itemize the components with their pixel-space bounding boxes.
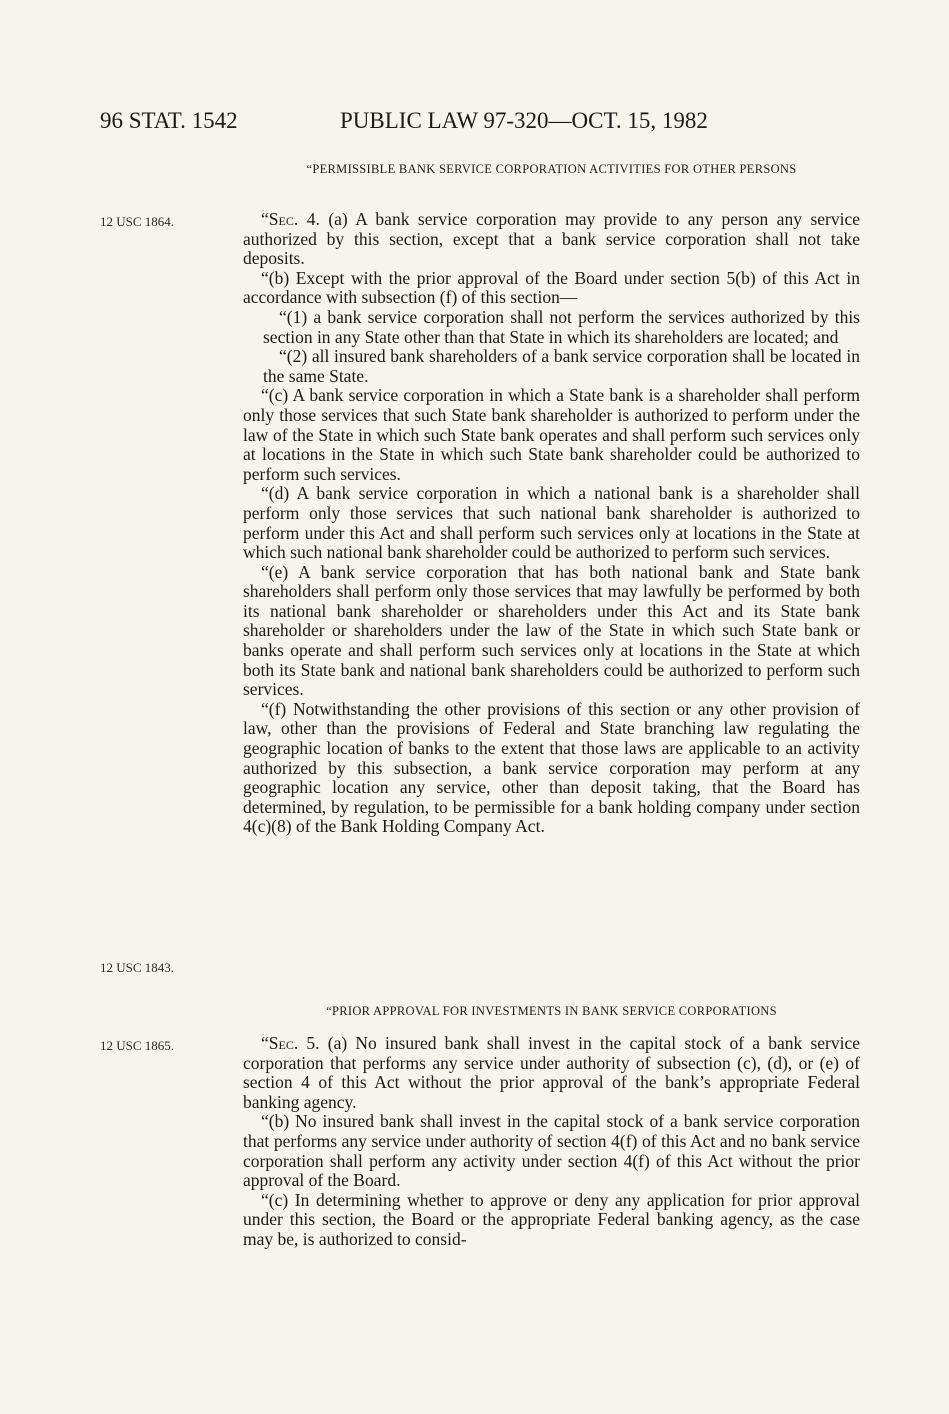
margin-note-usc-1843: 12 USC 1843. xyxy=(100,960,175,975)
section-4-subsection-e: “(e) A bank service corporation that has both national bank and State bank shareholders shall perform only those services that may lawfully be performed by both its national bank shareholder or shareholders under this Act and its State bank shareholder or shareholders under the law of the State in which such State bank or banks operate and shall perform such services only at locations in the State at which both its State bank and national bank shareholders could be authorized to perform such services. xyxy=(243,561,860,700)
section-5-body xyxy=(243,1034,860,1250)
section-4-heading: “PERMISSIBLE BANK SERVICE CORPORATION ACTIVITIES FOR OTHER PERSONS xyxy=(306,162,797,176)
section-5-subsection-a xyxy=(243,1034,860,1112)
section-4-label: “Sec. xyxy=(261,209,299,229)
section-4-subsection-b: “(b) Except with the prior approval of the Board under section 5(b) of this Act in accordance with subsection (f) of this section— xyxy=(243,267,860,308)
section-5-label: “Sec. xyxy=(261,1033,299,1053)
section-4-subsection-a xyxy=(243,210,860,269)
section-4-subsection-d: “(d) A bank service corporation in which a national bank is a shareholder shall perform only those services that such national bank shareholder is authorized to perform under this Act and shall perform such services only at locations in the State at which such national bank shareholder could be authorized to perform such services. xyxy=(243,483,860,563)
section-4-paragraph-b1: “(1) a bank service corporation shall not perform the services authorized by this section in any State other than that State in which its shareholders are located; and xyxy=(263,306,860,347)
section-4-paragraph-b2: “(2) all insured bank shareholders of a bank service corporation shall be located in the same State. xyxy=(263,346,860,386)
section-5-heading: “PRIOR APPROVAL FOR INVESTMENTS IN BANK SERVICE CORPORATIONS xyxy=(326,1004,777,1018)
page-header xyxy=(0,108,949,138)
section-5-subsection-c: “(c) In determining whether to approve or deny any application for prior approval under this section, the Board or the appropriate Federal banking agency, as the case may be, is authorized to consid- xyxy=(243,1189,860,1249)
section-4-subsection-c: “(c) A bank service corporation in which a State bank is a shareholder shall perform only those services that such State bank shareholder is authorized to perform under the law of the State in which such State bank operates and shall perform such services only at locations in the State in which such State bank shareholder could be authorized to perform such services. xyxy=(243,385,860,484)
public-law-title: PUBLIC LAW 97-320—OCT. 15, 1982 xyxy=(340,108,708,133)
section-4-body xyxy=(243,210,860,837)
section-5-subsection-b: “(b) No insured bank shall invest in the capital stock of a bank service corporation that performs any service under authority of section 4(f) of this Act and no bank service corporation shall perform any activity under section 4(f) of this Act without the prior approval of the Board. xyxy=(243,1111,860,1191)
margin-note-usc-1865: 12 USC 1865. xyxy=(100,1038,175,1053)
statute-page-number: 96 STAT. 1542 xyxy=(100,108,238,133)
margin-note-usc-1864: 12 USC 1864. xyxy=(100,214,175,229)
section-4-subsection-f: “(f) Notwithstanding the other provisions of this section or any other provision of law, other than the provisions of Federal and State branching law regulating the geographic location of banks to the extent that those laws are applicable to an activity authorized by this subsection, a bank service corporation may perform at any geographic location any service, other than deposit taking, that the Board has determined, by regulation, to be permissible for a bank holding company under section 4(c)(8) of the Bank Holding Company Act. xyxy=(243,698,860,837)
section-4-a-text: 4. (a) A bank service corporation may provide to any person any service authorized by this section, except that a bank service corporation shall not take deposits. xyxy=(243,209,860,269)
section-5-a-text: 5. (a) No insured bank shall invest in the capital stock of a bank service corporation that performs any service under authority of subsection (c), (d), or (e) of section 4 of this Act without the prior approval of the bank’s appropriate Federal banking agency. xyxy=(243,1033,860,1112)
